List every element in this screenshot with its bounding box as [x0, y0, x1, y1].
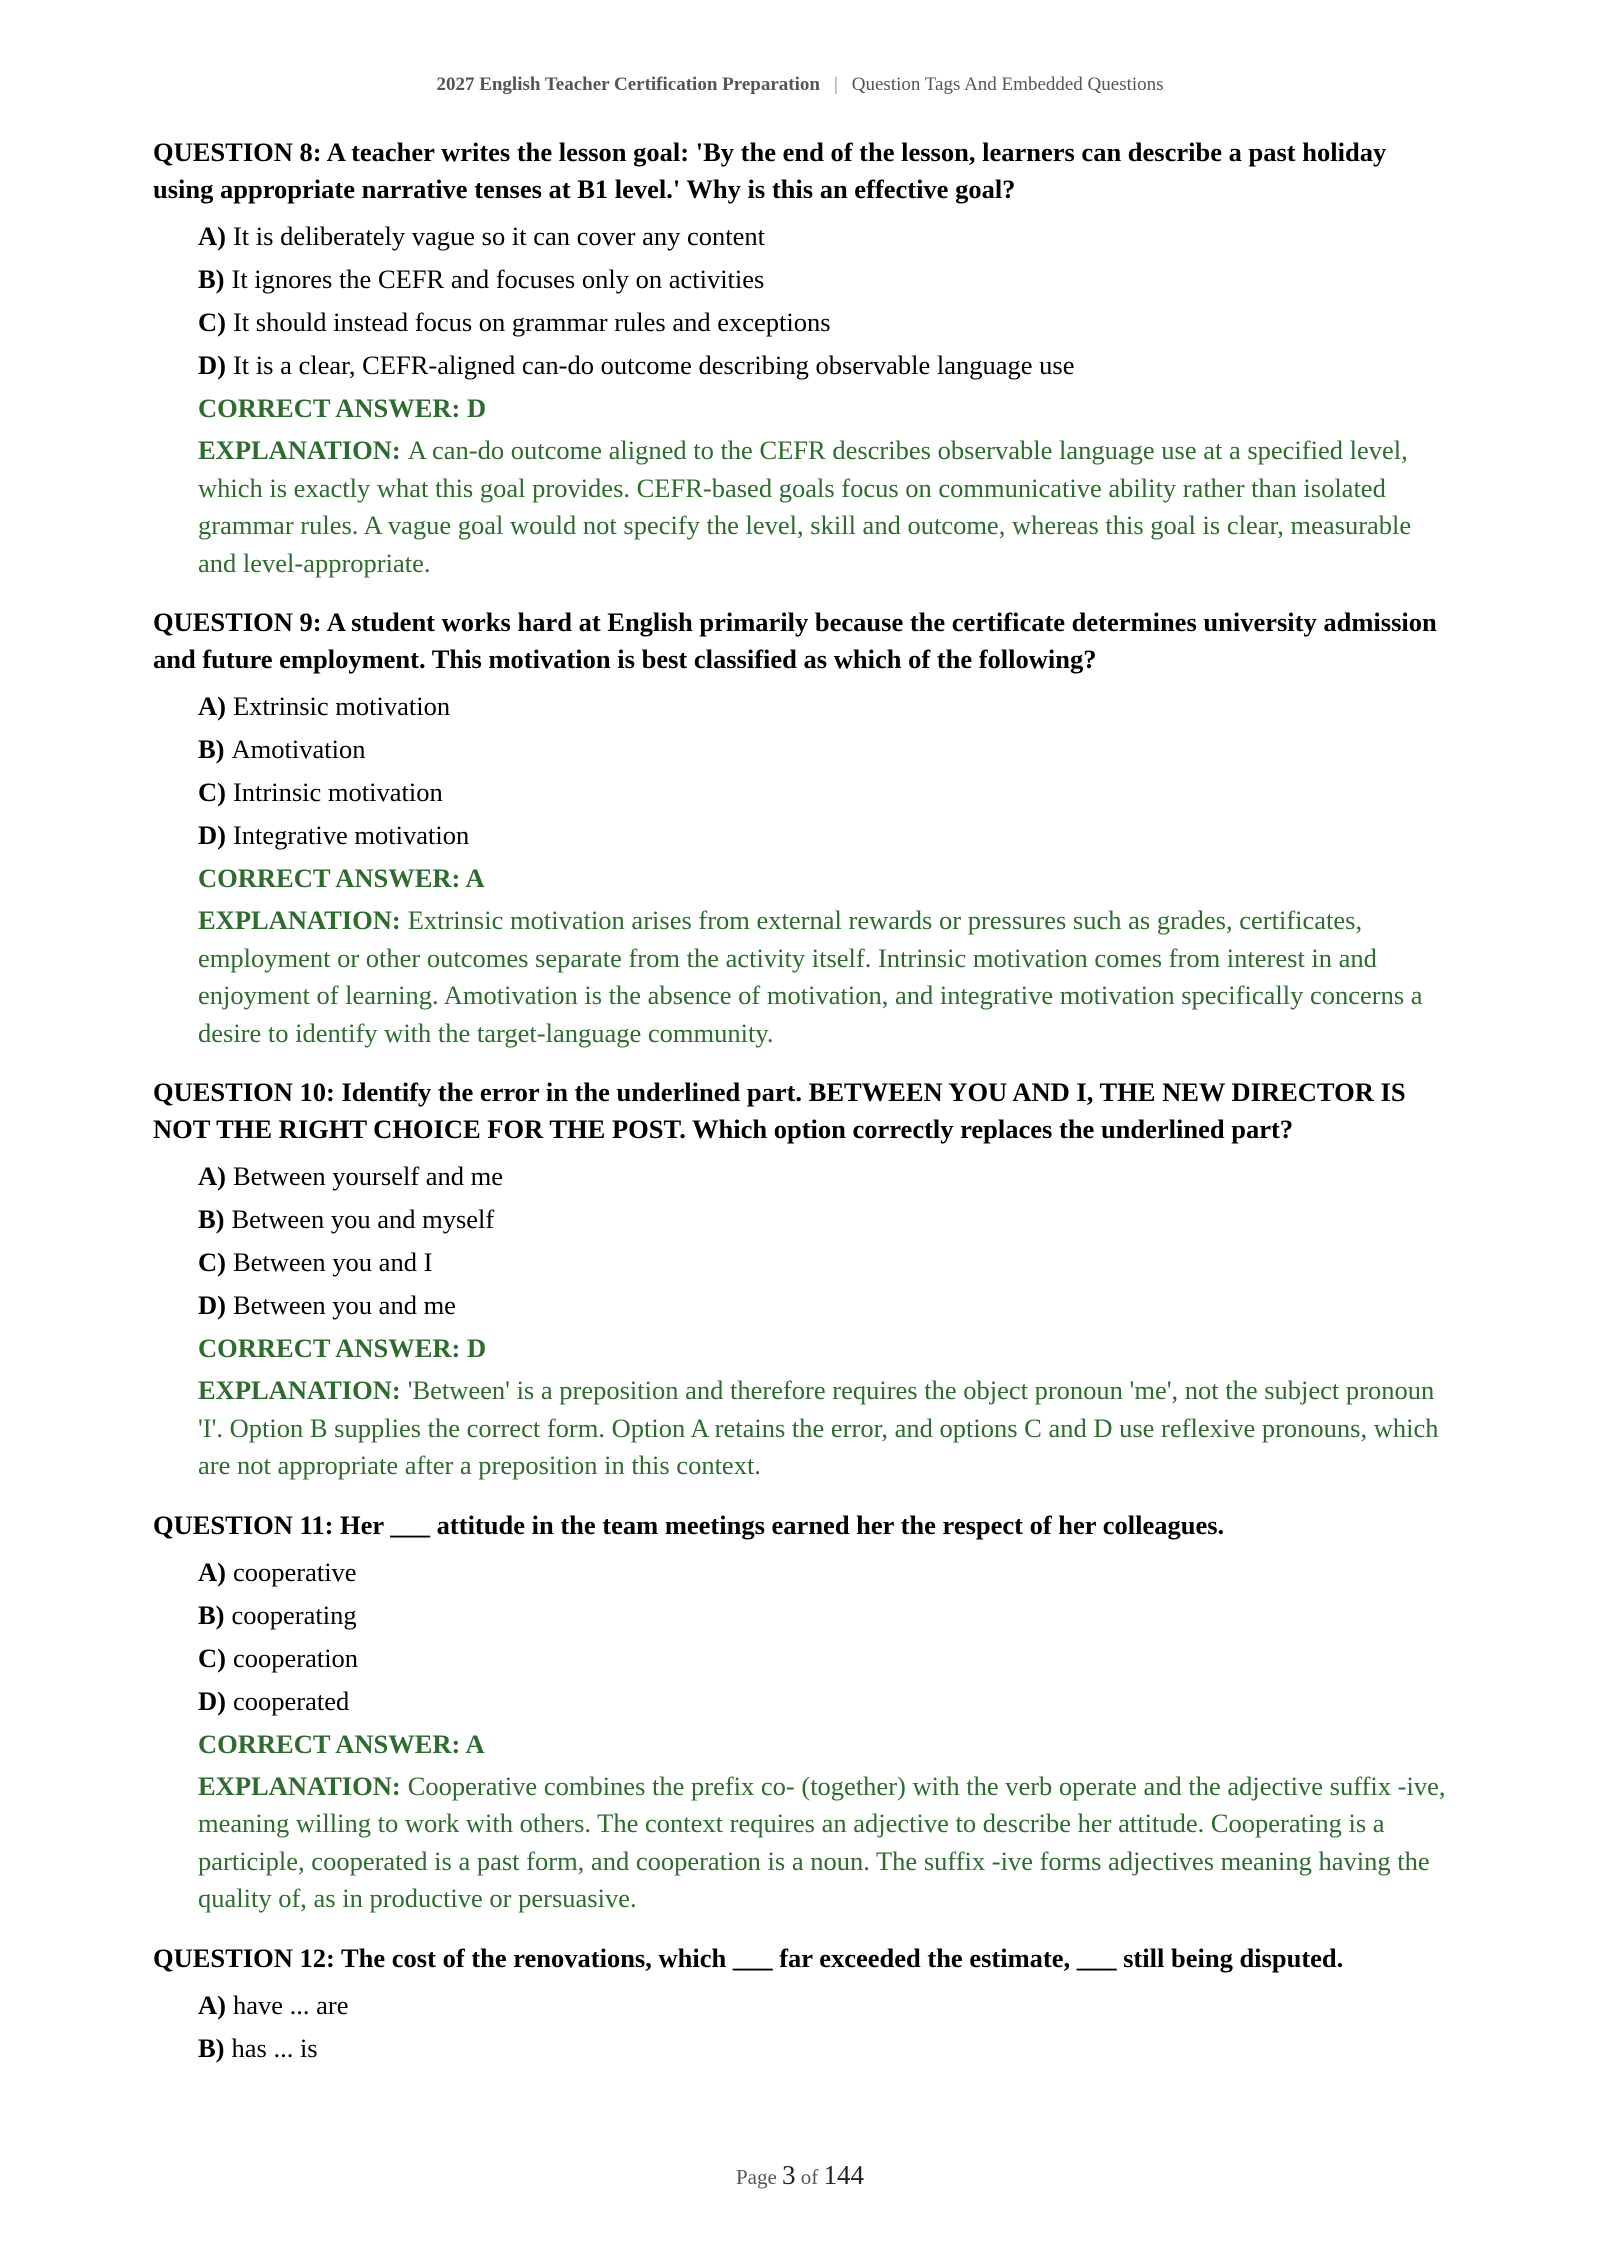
option-letter: B)	[198, 734, 225, 764]
option-letter: B)	[198, 1204, 225, 1234]
page-header	[0, 74, 1600, 96]
option-b	[198, 1594, 1453, 1637]
question-12	[153, 1940, 1453, 2070]
option-d	[198, 1680, 1453, 1723]
option-c	[198, 1241, 1453, 1284]
option-letter: C)	[198, 777, 226, 807]
option-text: Intrinsic motivation	[232, 777, 443, 807]
option-text: It ignores the CEFR and focuses only on activities	[231, 264, 765, 294]
of-word: of	[800, 2165, 819, 2189]
option-letter: C)	[198, 1247, 226, 1277]
option-letter: A)	[198, 691, 226, 721]
option-list	[198, 1155, 1453, 1327]
option-letter: D)	[198, 350, 226, 380]
option-text: It is deliberately vague so it can cover any content	[232, 221, 765, 251]
option-list	[198, 685, 1453, 857]
option-text: Between you and myself	[231, 1204, 495, 1234]
option-letter: B)	[198, 264, 225, 294]
option-letter: B)	[198, 2032, 225, 2063]
document-title: 2027 English Teacher Certification Preparation	[436, 74, 820, 95]
option-letter: C)	[198, 307, 226, 337]
option-letter: A)	[198, 1556, 226, 1587]
explanation-label: EXPLANATION:	[198, 1770, 401, 1801]
option-d	[198, 344, 1453, 387]
page-footer	[0, 2160, 1600, 2191]
question-10	[153, 1074, 1453, 1485]
option-text: cooperative	[232, 1556, 357, 1587]
page-word: Page	[735, 2165, 777, 2189]
option-list	[198, 215, 1453, 387]
option-c	[198, 1637, 1453, 1680]
option-list	[198, 1551, 1453, 1723]
option-letter: A)	[198, 221, 226, 251]
option-letter: A)	[198, 1161, 226, 1191]
explanation	[198, 1372, 1453, 1485]
option-b	[198, 2027, 1453, 2070]
option-text: It is a clear, CEFR-aligned can-do outcome describing observable language use	[232, 350, 1075, 380]
question-prompt: QUESTION 12: The cost of the renovations, which ___ far exceeded the estimate, ___ still being disputed.	[153, 1942, 1344, 1973]
total-pages: 144	[823, 2160, 865, 2190]
question-prompt: QUESTION 9: A student works hard at English primarily because the certificate determines university admission and future employment. This motivation is best classified as which of the following?	[153, 607, 1437, 674]
option-text: Amotivation	[231, 734, 366, 764]
header-separator: |	[833, 74, 838, 95]
question-8	[153, 134, 1453, 582]
option-text: have ... are	[232, 1989, 349, 2020]
option-text: Between you and I	[232, 1247, 433, 1277]
option-text: has ... is	[231, 2032, 318, 2063]
option-list	[198, 1984, 1453, 2070]
question-9	[153, 604, 1453, 1052]
option-text: Between you and me	[232, 1290, 456, 1320]
option-letter: D)	[198, 1685, 226, 1716]
explanation-text: 'Between' is a preposition and therefore requires the object pronoun 'me', not the subject pronoun 'I'. Option B supplies the correct form. Option A retains the error, and options C and D use reflexive pronouns, which are not appropriate after a preposition in this context.	[198, 1375, 1439, 1480]
explanation-text: Extrinsic motivation arises from external rewards or pressures such as grades, certificates, employment or other outcomes separate from the activity itself. Intrinsic motivation comes from interest in and enjoyment of learning. Amotivation is the absence of motivation, and integrative motivation specifically concerns a desire to identify with the target-language community.	[198, 905, 1423, 1048]
option-d	[198, 1284, 1453, 1327]
explanation	[198, 432, 1453, 582]
option-letter: B)	[198, 1599, 225, 1630]
explanation	[198, 902, 1453, 1052]
option-letter: C)	[198, 1642, 226, 1673]
option-a	[198, 1155, 1453, 1198]
option-c	[198, 301, 1453, 344]
option-a	[198, 215, 1453, 258]
question-prompt: QUESTION 10: Identify the error in the underlined part. BETWEEN YOU AND I, THE NEW DIRECTOR IS NOT THE RIGHT CHOICE FOR THE POST. Which option correctly replaces the underlined part?	[153, 1077, 1406, 1144]
explanation-label: EXPLANATION:	[198, 905, 401, 935]
correct-answer: CORRECT ANSWER: D	[198, 393, 487, 423]
option-text: Integrative motivation	[232, 820, 470, 850]
explanation-text: Cooperative combines the prefix co- (together) with the verb operate and the adjective suffix -ive, meaning willing to work with others. The context requires an adjective to describe her attitude. Cooperating is a participle, cooperated is a past form, and cooperation is a noun. The suffix -ive forms adjectives meaning having the quality of, as in productive or persuasive.	[198, 1770, 1446, 1913]
option-c	[198, 771, 1453, 814]
question-prompt: QUESTION 8: A teacher writes the lesson goal: 'By the end of the lesson, learners can describe a past holiday using appropriate narrative tenses at B1 level.' Why is this an effective goal?	[153, 137, 1387, 204]
correct-answer: CORRECT ANSWER: A	[198, 863, 485, 893]
explanation-label: EXPLANATION:	[198, 1375, 401, 1405]
option-letter: D)	[198, 820, 226, 850]
option-text: Extrinsic motivation	[232, 691, 451, 721]
explanation-label: EXPLANATION:	[198, 435, 401, 465]
section-title: Question Tags And Embedded Questions	[851, 74, 1164, 95]
correct-answer: CORRECT ANSWER: D	[198, 1333, 487, 1363]
option-a	[198, 1551, 1453, 1594]
explanation	[198, 1768, 1453, 1918]
page-number: 3	[782, 2160, 796, 2190]
option-b	[198, 1198, 1453, 1241]
question-list	[153, 134, 1453, 2092]
question-prompt: QUESTION 11: Her ___ attitude in the team meetings earned her the respect of her colleagues.	[153, 1509, 1225, 1540]
option-a	[198, 685, 1453, 728]
option-b	[198, 258, 1453, 301]
correct-answer: CORRECT ANSWER: A	[198, 1728, 485, 1759]
option-b	[198, 728, 1453, 771]
question-11	[153, 1507, 1453, 1918]
explanation-text: A can-do outcome aligned to the CEFR describes observable language use at a specified level, which is exactly what this goal provides. CEFR-based goals focus on communicative ability rather than isolated grammar rules. A vague goal would not specify the level, skill and outcome, whereas this goal is clear, measurable and level-appropriate.	[198, 435, 1412, 578]
option-d	[198, 814, 1453, 857]
option-letter: D)	[198, 1290, 226, 1320]
option-text: Between yourself and me	[232, 1161, 504, 1191]
option-text: It should instead focus on grammar rules and exceptions	[232, 307, 831, 337]
option-text: cooperation	[232, 1642, 359, 1673]
option-text: cooperating	[231, 1599, 357, 1630]
option-a	[198, 1984, 1453, 2027]
option-text: cooperated	[232, 1685, 350, 1716]
option-letter: A)	[198, 1989, 226, 2020]
